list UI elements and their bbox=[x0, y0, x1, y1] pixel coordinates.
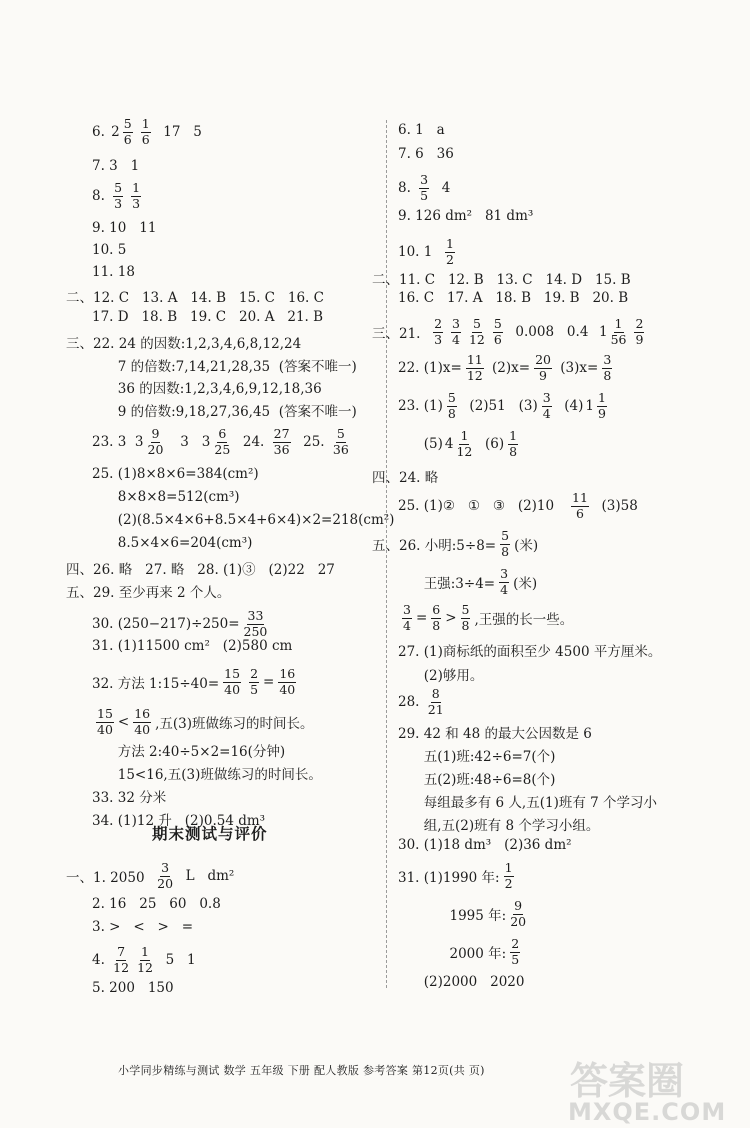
answer-line bbox=[92, 708, 314, 736]
answer-text: 三、22. 24 的因数:1,2,3,4,6,8,12,24 bbox=[66, 336, 302, 352]
answer-line bbox=[398, 430, 522, 458]
fraction-denominator: 8 bbox=[603, 367, 612, 383]
answer-line bbox=[398, 745, 555, 765]
answer-line bbox=[92, 220, 156, 236]
fraction bbox=[459, 604, 473, 632]
answer-text: 方法 2:40÷5×2=16(分钟) bbox=[92, 744, 286, 760]
answer-line bbox=[92, 428, 353, 456]
answer-text: 10. 5 bbox=[92, 242, 127, 258]
fraction-denominator: 9 bbox=[635, 331, 644, 347]
answer-line bbox=[92, 309, 323, 325]
fraction bbox=[276, 668, 298, 696]
fraction-denominator: 8 bbox=[509, 443, 518, 459]
fraction-denominator: 4 bbox=[542, 405, 551, 421]
fraction bbox=[443, 238, 457, 266]
section-heading: 期末测试与评价 bbox=[152, 825, 268, 843]
answer-text: < bbox=[117, 714, 130, 730]
answer-text: 五、29. 至少再来 2 个人。 bbox=[66, 585, 231, 601]
answer-line bbox=[92, 400, 357, 420]
fraction-numerator: 16 bbox=[279, 666, 296, 681]
fraction bbox=[242, 610, 270, 638]
fraction bbox=[467, 318, 487, 346]
answer-text: 16. C 17. A 18. B 19. B 20. B bbox=[398, 290, 629, 306]
fraction bbox=[271, 428, 293, 456]
answer-line bbox=[66, 332, 301, 352]
fraction-numerator: 15 bbox=[224, 666, 241, 681]
answer-line bbox=[92, 946, 196, 974]
answer-line bbox=[92, 896, 221, 912]
fraction bbox=[508, 900, 528, 928]
answer-line bbox=[92, 118, 202, 146]
fraction-denominator: 8 bbox=[461, 617, 470, 633]
fraction bbox=[135, 946, 155, 974]
fraction-denominator: 40 bbox=[134, 721, 151, 737]
fraction-denominator: 5 bbox=[420, 187, 429, 203]
fraction-numerator: 3 bbox=[420, 172, 429, 187]
answer-line bbox=[372, 530, 538, 558]
fraction-denominator: 4 bbox=[452, 331, 460, 347]
fraction-denominator: 12 bbox=[456, 443, 473, 459]
fraction-denominator: 56 bbox=[610, 331, 627, 347]
answer-text: 25. (1)② ① ③ (2)10 bbox=[398, 498, 567, 514]
answer-text: (2)x= bbox=[487, 360, 531, 376]
fraction-numerator: 5 bbox=[123, 116, 132, 131]
answer-line bbox=[398, 814, 599, 834]
answer-text: 五、26. 小明:5÷8= bbox=[372, 538, 497, 554]
answer-text: 28. bbox=[398, 694, 424, 710]
fraction-denominator: 6 bbox=[493, 331, 502, 347]
fraction bbox=[129, 182, 143, 210]
fraction-denominator: 4 bbox=[500, 581, 509, 597]
fraction bbox=[400, 604, 414, 632]
answer-line bbox=[398, 174, 450, 202]
answer-line bbox=[92, 638, 292, 654]
fraction bbox=[600, 354, 614, 382]
answer-text: ,五(3)班做练习的时间长。 bbox=[155, 716, 314, 732]
answer-line bbox=[92, 264, 135, 280]
answer-text: 25. bbox=[294, 434, 329, 450]
fraction-denominator: 6 bbox=[123, 131, 132, 147]
answer-text: 24. bbox=[234, 434, 269, 450]
answer-line bbox=[398, 604, 573, 632]
answer-line bbox=[398, 900, 530, 928]
fraction-denominator: 8 bbox=[447, 405, 456, 421]
fraction-denominator: 6 bbox=[141, 131, 150, 147]
fraction-numerator: 1 bbox=[141, 116, 150, 131]
answer-text: (4) bbox=[555, 398, 584, 414]
fraction-numerator: 1 bbox=[141, 944, 149, 959]
answer-text: (2)够用。 bbox=[398, 668, 484, 684]
answer-text: 27. (1)商标纸的面积至少 4500 平方厘米。 bbox=[398, 644, 662, 660]
fraction-denominator: 12 bbox=[113, 959, 130, 975]
answer-text: 11. 18 bbox=[92, 264, 135, 280]
fraction-numerator: 9 bbox=[151, 426, 160, 441]
answer-text: 15<16,五(3)班做练习的时间长。 bbox=[92, 767, 322, 783]
answer-line bbox=[92, 763, 322, 783]
answer-text: 31. (1)1990 年: bbox=[398, 870, 500, 886]
fraction-numerator: 5 bbox=[114, 180, 123, 195]
fraction-denominator: 3 bbox=[114, 195, 123, 211]
fraction-numerator: 5 bbox=[461, 602, 470, 617]
answer-line bbox=[372, 466, 438, 486]
fraction-denominator: 8 bbox=[501, 543, 510, 559]
answer-text: 5. 200 150 bbox=[92, 980, 174, 996]
answer-text: 五(2)班:48÷6=8(个) bbox=[398, 772, 556, 788]
fraction bbox=[445, 430, 475, 458]
fraction bbox=[445, 392, 459, 420]
answer-line bbox=[92, 786, 166, 806]
answer-text: (米) bbox=[513, 576, 538, 592]
answer-line bbox=[92, 668, 300, 696]
answer-text: 33. 32 分米 bbox=[92, 790, 167, 806]
fraction-numerator: 3 bbox=[161, 860, 170, 875]
fraction-numerator: 27 bbox=[273, 426, 290, 441]
answer-line bbox=[92, 182, 145, 210]
answer-line bbox=[398, 238, 459, 266]
answer-text: 9 的倍数:9,18,27,36,45 (答案不唯一) bbox=[92, 404, 357, 420]
answer-text: 4. bbox=[92, 952, 110, 968]
fraction-denominator: 40 bbox=[279, 681, 296, 697]
answer-text: 二、11. C 12. B 13. C 14. D 15. B bbox=[372, 272, 631, 288]
fraction-denominator: 6 bbox=[575, 505, 584, 521]
watermark-logo bbox=[556, 1050, 727, 1126]
fraction-denominator: 9 bbox=[539, 367, 547, 383]
fraction bbox=[498, 530, 512, 558]
fraction-whole: 1 bbox=[585, 398, 594, 414]
answer-line bbox=[398, 862, 518, 890]
fraction-numerator: 1 bbox=[132, 180, 141, 195]
fraction bbox=[431, 318, 445, 346]
answer-line bbox=[398, 568, 537, 596]
answer-text: 7. 3 1 bbox=[92, 158, 140, 174]
fraction bbox=[131, 708, 153, 736]
answer-text: 22. (1)x= bbox=[398, 360, 462, 376]
fraction bbox=[212, 428, 232, 456]
answer-text: 四、24. 略 bbox=[372, 470, 439, 486]
answer-line bbox=[92, 355, 357, 375]
answer-text: = bbox=[415, 610, 428, 626]
fraction bbox=[540, 392, 554, 420]
fraction bbox=[426, 688, 446, 716]
answer-line bbox=[398, 791, 657, 811]
answer-text: 10. 1 bbox=[398, 244, 441, 260]
answer-text: 23. 3 3 bbox=[92, 434, 144, 450]
answer-text: 29. 42 和 48 的最大公因数是 6 bbox=[398, 726, 592, 742]
answer-line bbox=[92, 610, 271, 638]
fraction bbox=[417, 174, 431, 202]
answer-text: 4 bbox=[433, 180, 451, 196]
fraction-denominator: 2 bbox=[445, 251, 454, 267]
answer-text: 34. (1)12 升 (2)0.54 dm³ bbox=[92, 813, 266, 829]
answer-line bbox=[372, 318, 648, 346]
watermark-text: MXQE.COM bbox=[568, 1098, 727, 1126]
answer-text: ,王强的长一些。 bbox=[474, 612, 574, 628]
answer-line bbox=[92, 242, 126, 258]
fraction-numerator: 3 bbox=[500, 566, 509, 581]
fraction bbox=[502, 862, 516, 890]
fraction bbox=[599, 318, 629, 346]
fraction bbox=[508, 938, 522, 966]
fraction-denominator: 4 bbox=[403, 617, 411, 633]
answer-text: 17. D 18. B 19. C 20. A 21. B bbox=[92, 309, 324, 325]
answer-line bbox=[398, 640, 661, 660]
answer-text: 二、12. C 13. A 14. B 15. C 16. C bbox=[66, 290, 324, 306]
answer-text: 四、26. 略 27. 略 28. (1)③ (2)22 27 bbox=[66, 562, 335, 578]
answer-text: 23. (1) bbox=[398, 398, 443, 414]
answer-line bbox=[92, 919, 193, 935]
fraction-denominator: 36 bbox=[273, 441, 290, 457]
fraction-numerator: 11 bbox=[572, 490, 588, 505]
fraction-numerator: 15 bbox=[97, 706, 113, 721]
answer-text: 2000 年: bbox=[398, 946, 507, 962]
fraction bbox=[146, 428, 166, 456]
answer-text: (2)2000 2020 bbox=[398, 974, 525, 990]
fraction-numerator: 9 bbox=[514, 898, 523, 913]
answer-line bbox=[398, 837, 572, 853]
answer-text: 17 5 bbox=[154, 124, 202, 140]
answer-line bbox=[66, 558, 335, 578]
fraction bbox=[506, 430, 520, 458]
answer-line bbox=[398, 768, 555, 788]
answer-text: (米) bbox=[514, 538, 539, 554]
answer-line bbox=[92, 377, 322, 397]
fraction bbox=[497, 568, 511, 596]
fraction-denominator: 40 bbox=[224, 681, 241, 697]
fraction-whole: 2 bbox=[111, 124, 120, 140]
fraction-numerator: 16 bbox=[134, 706, 151, 721]
fraction bbox=[569, 492, 591, 520]
fraction bbox=[94, 708, 116, 736]
answer-line bbox=[398, 938, 524, 966]
answer-text: 9. 126 dm² 81 dm³ bbox=[398, 208, 534, 224]
answer-text: 6. 1 a bbox=[398, 122, 445, 138]
fraction-numerator: 1 bbox=[460, 428, 469, 443]
answer-text: 1995 年: bbox=[398, 908, 507, 924]
fraction bbox=[111, 182, 125, 210]
fraction-numerator: 1 bbox=[445, 236, 454, 251]
answer-line bbox=[372, 268, 631, 288]
fraction-denominator: 20 bbox=[147, 441, 164, 457]
fraction bbox=[491, 318, 505, 346]
answer-line bbox=[398, 290, 628, 306]
answer-text: 6. bbox=[92, 124, 110, 140]
fraction-denominator: 9 bbox=[598, 405, 606, 421]
answer-line bbox=[92, 512, 394, 528]
fraction-denominator: 5 bbox=[511, 951, 520, 967]
fraction bbox=[247, 668, 261, 696]
fraction-denominator: 5 bbox=[250, 681, 259, 697]
answer-line bbox=[398, 722, 592, 742]
answer-line bbox=[398, 354, 616, 382]
answer-line bbox=[398, 492, 638, 520]
answer-text: 三、21. bbox=[372, 326, 430, 342]
answer-text: 31. (1)11500 cm² (2)580 cm bbox=[92, 638, 293, 654]
fraction-numerator: 6 bbox=[218, 426, 227, 441]
answer-text: 王强:3÷4= bbox=[398, 576, 496, 592]
answer-text: 30. (1)18 dm³ (2)36 dm² bbox=[398, 837, 572, 853]
answer-text: 8.5×4×6=204(cm³) bbox=[92, 535, 253, 551]
fraction-numerator: 1 bbox=[504, 860, 513, 875]
answer-line bbox=[92, 489, 240, 505]
watermark-mark: 答案圈 bbox=[570, 1059, 685, 1103]
fraction-numerator: 3 bbox=[403, 602, 411, 617]
fraction-denominator: 40 bbox=[97, 721, 113, 737]
answer-text: 30. (250−217)÷250= bbox=[92, 616, 240, 632]
fraction bbox=[331, 428, 351, 456]
fraction bbox=[632, 318, 646, 346]
answer-text: > bbox=[445, 610, 457, 626]
answer-text: 0.008 0.4 bbox=[506, 324, 597, 340]
fraction-whole: 1 bbox=[598, 324, 608, 340]
fraction-numerator: 5 bbox=[501, 528, 510, 543]
answer-text: 五(1)班:42÷6=7(个) bbox=[398, 749, 556, 765]
answer-line bbox=[92, 158, 139, 174]
fraction-numerator: 5 bbox=[472, 316, 481, 331]
answer-text: 9. 10 11 bbox=[92, 220, 157, 236]
fraction bbox=[449, 318, 463, 346]
page-footer: 小学同步精练与测试 数学 五年级 下册 配人教版 参考答案 第12页(共 页) bbox=[118, 1064, 485, 1077]
answer-text: 一、1. 2050 bbox=[66, 870, 154, 886]
answer-line bbox=[398, 208, 533, 224]
fraction-denominator: 12 bbox=[468, 331, 485, 347]
answer-line bbox=[398, 122, 445, 138]
fraction-denominator: 20 bbox=[510, 913, 527, 929]
answer-text: 8. bbox=[398, 180, 416, 196]
fraction bbox=[111, 118, 135, 146]
fraction bbox=[464, 354, 486, 382]
answer-text: 36 的因数:1,2,3,4,6,9,12,18,36 bbox=[92, 381, 322, 397]
fraction-numerator: 3 bbox=[452, 316, 460, 331]
answer-text: (3)x= bbox=[555, 360, 599, 376]
fraction-denominator: 20 bbox=[157, 875, 174, 891]
fraction-numerator: 1 bbox=[598, 390, 606, 405]
fraction-denominator: 36 bbox=[332, 441, 349, 457]
fraction-denominator: 3 bbox=[132, 195, 141, 211]
answer-line bbox=[398, 974, 524, 990]
fraction-numerator: 5 bbox=[493, 316, 502, 331]
fraction bbox=[532, 354, 554, 382]
fraction bbox=[139, 118, 153, 146]
answer-text: 每组最多有 6 人,五(1)班有 7 个学习小 bbox=[398, 795, 658, 811]
answer-line bbox=[66, 581, 230, 601]
fraction-denominator: 250 bbox=[243, 623, 268, 639]
fraction bbox=[221, 668, 243, 696]
fraction-numerator: 7 bbox=[117, 944, 126, 959]
fraction bbox=[111, 946, 131, 974]
fraction-numerator: 5 bbox=[336, 426, 345, 441]
fraction-numerator: 2 bbox=[635, 316, 644, 331]
fraction-numerator: 1 bbox=[614, 316, 623, 331]
answer-text: 32. 方法 1:15÷40= bbox=[92, 676, 220, 692]
fraction-denominator: 21 bbox=[427, 701, 444, 717]
answer-text: (5) bbox=[398, 436, 443, 452]
fraction bbox=[429, 604, 443, 632]
fraction-numerator: 8 bbox=[431, 686, 440, 701]
fraction-numerator: 2 bbox=[250, 666, 259, 681]
answer-line bbox=[66, 862, 234, 890]
fraction bbox=[585, 392, 609, 420]
answer-text: 组,五(2)班有 8 个学习小组。 bbox=[398, 818, 600, 834]
fraction-numerator: 1 bbox=[509, 428, 518, 443]
answer-line bbox=[398, 688, 448, 716]
answer-text: = bbox=[263, 674, 275, 690]
answer-text: 7 的倍数:7,14,21,28,35 (答案不唯一) bbox=[92, 359, 357, 375]
answer-line bbox=[66, 286, 324, 306]
answer-line bbox=[398, 392, 611, 420]
answer-text: 2. 16 25 60 0.8 bbox=[92, 896, 221, 912]
fraction-denominator: 3 bbox=[434, 331, 443, 347]
answer-text: 5 1 bbox=[156, 952, 196, 968]
answer-text: 3. > < > = bbox=[92, 919, 194, 935]
answer-line bbox=[92, 740, 285, 760]
fraction-denominator: 12 bbox=[466, 367, 483, 383]
fraction-denominator: 8 bbox=[432, 617, 441, 633]
answer-text: 8. bbox=[92, 188, 110, 204]
answer-text: 8×8×8=512(cm³) bbox=[92, 489, 240, 505]
answer-line bbox=[398, 146, 454, 162]
answer-text: 7. 6 36 bbox=[398, 146, 454, 162]
fraction-numerator: 3 bbox=[542, 390, 551, 405]
fraction-numerator: 33 bbox=[247, 608, 264, 623]
answer-line bbox=[92, 980, 174, 996]
answer-line bbox=[398, 664, 483, 684]
answer-text: (2)(8.5×4×6+8.5×4+6×4)×2=218(cm²) bbox=[92, 512, 395, 528]
fraction-numerator: 5 bbox=[447, 390, 456, 405]
answer-text: (2)51 (3) bbox=[460, 398, 538, 414]
answer-text: L dm² bbox=[177, 868, 235, 884]
fraction-whole: 4 bbox=[444, 436, 454, 452]
answer-text: 25. (1)8×8×6=384(cm²) bbox=[92, 466, 259, 482]
fraction-denominator: 25 bbox=[214, 441, 231, 457]
fraction-numerator: 11 bbox=[466, 352, 483, 367]
fraction-numerator: 2 bbox=[434, 316, 443, 331]
fraction-numerator: 3 bbox=[603, 352, 612, 367]
answer-text: (6) bbox=[476, 436, 505, 452]
fraction-numerator: 20 bbox=[535, 352, 551, 367]
fraction bbox=[155, 862, 175, 890]
answer-text: 3 3 bbox=[167, 434, 211, 450]
fraction-denominator: 12 bbox=[137, 959, 153, 975]
fraction-numerator: 2 bbox=[511, 936, 520, 951]
answer-line bbox=[92, 466, 259, 482]
answer-text: (3)58 bbox=[592, 498, 638, 514]
fraction-denominator: 2 bbox=[504, 875, 513, 891]
fraction-numerator: 6 bbox=[432, 602, 441, 617]
answer-line bbox=[92, 535, 252, 551]
